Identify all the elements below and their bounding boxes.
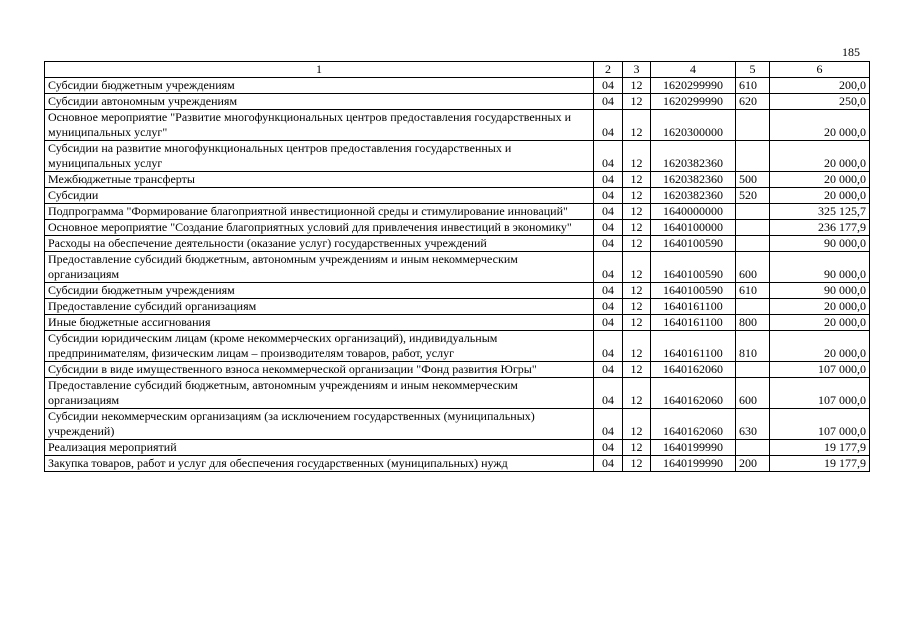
table-row bbox=[45, 220, 870, 236]
row-target-code: 1640100590 bbox=[651, 283, 736, 299]
row-section: 04 bbox=[594, 362, 623, 378]
row-expense-type: 610 bbox=[736, 283, 770, 299]
row-expense-type bbox=[736, 299, 770, 315]
row-name: Субсидии некоммерческим организациям (за исключением государственных (муниципальных) учреждений) bbox=[45, 409, 594, 440]
row-target-code: 1640100590 bbox=[651, 252, 736, 283]
row-subsection: 12 bbox=[623, 94, 651, 110]
row-amount: 107 000,0 bbox=[770, 362, 870, 378]
row-target-code: 1620382360 bbox=[651, 188, 736, 204]
header-col-3: 3 bbox=[623, 62, 651, 78]
row-expense-type: 800 bbox=[736, 315, 770, 331]
row-amount: 90 000,0 bbox=[770, 252, 870, 283]
table-row bbox=[45, 141, 870, 172]
row-target-code: 1640162060 bbox=[651, 362, 736, 378]
row-section: 04 bbox=[594, 331, 623, 362]
row-expense-type bbox=[736, 236, 770, 252]
row-subsection: 12 bbox=[623, 78, 651, 94]
row-amount: 90 000,0 bbox=[770, 283, 870, 299]
row-section: 04 bbox=[594, 220, 623, 236]
row-target-code: 1640000000 bbox=[651, 204, 736, 220]
row-subsection: 12 bbox=[623, 188, 651, 204]
row-name: Субсидии в виде имущественного взноса некоммерческой организации "Фонд развития Югры" bbox=[45, 362, 594, 378]
row-amount: 20 000,0 bbox=[770, 172, 870, 188]
row-target-code: 1620299990 bbox=[651, 94, 736, 110]
header-col-4: 4 bbox=[651, 62, 736, 78]
row-subsection: 12 bbox=[623, 172, 651, 188]
row-name: Субсидии юридическим лицам (кроме некоммерческих организаций), индивидуальным предпринимателям, физическим лицам – производителям товаров, работ, услуг bbox=[45, 331, 594, 362]
row-target-code: 1620300000 bbox=[651, 110, 736, 141]
row-name: Субсидии бюджетным учреждениям bbox=[45, 283, 594, 299]
row-target-code: 1640100590 bbox=[651, 236, 736, 252]
row-section: 04 bbox=[594, 409, 623, 440]
row-name: Предоставление субсидий бюджетным, автономным учреждениям и иным некоммерческим организациям bbox=[45, 378, 594, 409]
row-target-code: 1640100000 bbox=[651, 220, 736, 236]
table-row bbox=[45, 331, 870, 362]
row-section: 04 bbox=[594, 236, 623, 252]
row-expense-type: 600 bbox=[736, 378, 770, 409]
row-target-code: 1620299990 bbox=[651, 78, 736, 94]
row-subsection: 12 bbox=[623, 283, 651, 299]
row-subsection: 12 bbox=[623, 315, 651, 331]
row-name: Закупка товаров, работ и услуг для обеспечения государственных (муниципальных) нужд bbox=[45, 456, 594, 472]
row-subsection: 12 bbox=[623, 378, 651, 409]
row-amount: 20 000,0 bbox=[770, 141, 870, 172]
table-row bbox=[45, 236, 870, 252]
row-target-code: 1640162060 bbox=[651, 409, 736, 440]
row-name: Межбюджетные трансферты bbox=[45, 172, 594, 188]
table-row bbox=[45, 94, 870, 110]
row-subsection: 12 bbox=[623, 409, 651, 440]
row-target-code: 1640162060 bbox=[651, 378, 736, 409]
row-name: Расходы на обеспечение деятельности (оказание услуг) государственных учреждений bbox=[45, 236, 594, 252]
row-name: Субсидии бюджетным учреждениям bbox=[45, 78, 594, 94]
row-subsection: 12 bbox=[623, 299, 651, 315]
row-section: 04 bbox=[594, 188, 623, 204]
row-amount: 20 000,0 bbox=[770, 188, 870, 204]
table-row bbox=[45, 409, 870, 440]
row-expense-type: 200 bbox=[736, 456, 770, 472]
row-subsection: 12 bbox=[623, 236, 651, 252]
row-section: 04 bbox=[594, 456, 623, 472]
row-subsection: 12 bbox=[623, 362, 651, 378]
row-subsection: 12 bbox=[623, 204, 651, 220]
row-expense-type bbox=[736, 220, 770, 236]
row-target-code: 1640199990 bbox=[651, 456, 736, 472]
row-amount: 20 000,0 bbox=[770, 315, 870, 331]
row-section: 04 bbox=[594, 172, 623, 188]
row-amount: 20 000,0 bbox=[770, 110, 870, 141]
row-section: 04 bbox=[594, 299, 623, 315]
row-target-code: 1620382360 bbox=[651, 141, 736, 172]
row-section: 04 bbox=[594, 94, 623, 110]
row-subsection: 12 bbox=[623, 331, 651, 362]
table-row bbox=[45, 315, 870, 331]
row-expense-type: 630 bbox=[736, 409, 770, 440]
row-name: Реализация мероприятий bbox=[45, 440, 594, 456]
row-subsection: 12 bbox=[623, 220, 651, 236]
row-target-code: 1640199990 bbox=[651, 440, 736, 456]
row-name: Предоставление субсидий бюджетным, автономным учреждениям и иным некоммерческим организациям bbox=[45, 252, 594, 283]
row-amount: 19 177,9 bbox=[770, 456, 870, 472]
row-section: 04 bbox=[594, 78, 623, 94]
row-name: Основное мероприятие "Создание благоприятных условий для привлечения инвестиций в экономику" bbox=[45, 220, 594, 236]
row-subsection: 12 bbox=[623, 252, 651, 283]
row-section: 04 bbox=[594, 283, 623, 299]
row-name: Основное мероприятие "Развитие многофункциональных центров предоставления государственных и муниципальных услуг" bbox=[45, 110, 594, 141]
table-row bbox=[45, 252, 870, 283]
row-expense-type: 810 bbox=[736, 331, 770, 362]
row-amount: 20 000,0 bbox=[770, 331, 870, 362]
row-name: Предоставление субсидий организациям bbox=[45, 299, 594, 315]
table-row bbox=[45, 440, 870, 456]
row-section: 04 bbox=[594, 141, 623, 172]
row-amount: 19 177,9 bbox=[770, 440, 870, 456]
budget-table bbox=[44, 61, 870, 472]
row-amount: 250,0 bbox=[770, 94, 870, 110]
row-expense-type: 500 bbox=[736, 172, 770, 188]
row-subsection: 12 bbox=[623, 141, 651, 172]
row-expense-type bbox=[736, 362, 770, 378]
page-number: 185 bbox=[842, 45, 860, 59]
row-section: 04 bbox=[594, 204, 623, 220]
row-expense-type bbox=[736, 141, 770, 172]
row-name: Субсидии автономным учреждениям bbox=[45, 94, 594, 110]
header-col-2: 2 bbox=[594, 62, 623, 78]
row-section: 04 bbox=[594, 440, 623, 456]
row-target-code: 1640161100 bbox=[651, 315, 736, 331]
header-col-5: 5 bbox=[736, 62, 770, 78]
row-name: Субсидии bbox=[45, 188, 594, 204]
row-amount: 20 000,0 bbox=[770, 299, 870, 315]
table-row bbox=[45, 78, 870, 94]
table-row bbox=[45, 283, 870, 299]
table-row bbox=[45, 299, 870, 315]
table-row bbox=[45, 172, 870, 188]
table-row bbox=[45, 378, 870, 409]
row-expense-type: 520 bbox=[736, 188, 770, 204]
row-subsection: 12 bbox=[623, 110, 651, 141]
table-row bbox=[45, 456, 870, 472]
table-row bbox=[45, 362, 870, 378]
row-name: Иные бюджетные ассигнования bbox=[45, 315, 594, 331]
row-expense-type: 620 bbox=[736, 94, 770, 110]
row-expense-type bbox=[736, 110, 770, 141]
row-amount: 200,0 bbox=[770, 78, 870, 94]
row-expense-type bbox=[736, 440, 770, 456]
row-section: 04 bbox=[594, 252, 623, 283]
row-expense-type bbox=[736, 204, 770, 220]
row-amount: 107 000,0 bbox=[770, 409, 870, 440]
table-row bbox=[45, 204, 870, 220]
header-col-6: 6 bbox=[770, 62, 870, 78]
row-subsection: 12 bbox=[623, 440, 651, 456]
row-amount: 90 000,0 bbox=[770, 236, 870, 252]
row-expense-type: 600 bbox=[736, 252, 770, 283]
header-row bbox=[45, 62, 870, 78]
row-section: 04 bbox=[594, 110, 623, 141]
row-amount: 325 125,7 bbox=[770, 204, 870, 220]
row-target-code: 1620382360 bbox=[651, 172, 736, 188]
row-amount: 236 177,9 bbox=[770, 220, 870, 236]
row-target-code: 1640161100 bbox=[651, 331, 736, 362]
row-name: Подпрограмма "Формирование благоприятной инвестиционной среды и стимулирование инноваций" bbox=[45, 204, 594, 220]
table-row bbox=[45, 110, 870, 141]
row-name: Субсидии на развитие многофункциональных центров предоставления государственных и муниципальных услуг bbox=[45, 141, 594, 172]
row-section: 04 bbox=[594, 378, 623, 409]
row-subsection: 12 bbox=[623, 456, 651, 472]
header-col-1: 1 bbox=[45, 62, 594, 78]
row-section: 04 bbox=[594, 315, 623, 331]
row-expense-type: 610 bbox=[736, 78, 770, 94]
table-row bbox=[45, 188, 870, 204]
row-amount: 107 000,0 bbox=[770, 378, 870, 409]
row-target-code: 1640161100 bbox=[651, 299, 736, 315]
